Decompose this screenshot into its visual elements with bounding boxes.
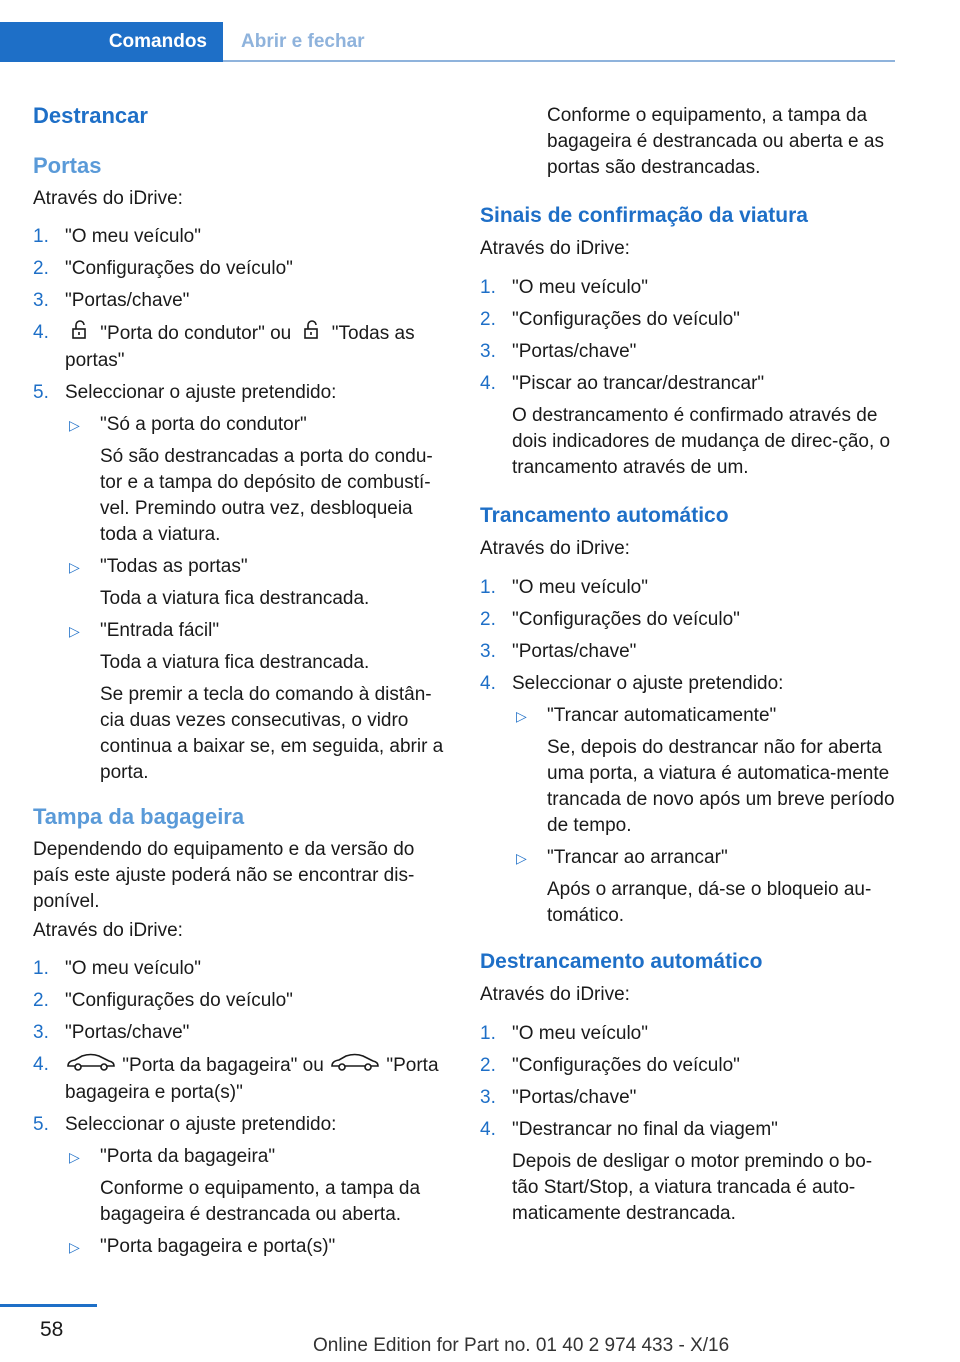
option-desc: Se premir a tecla do comando à distân-cia duas vezes consecutivas, o vidro continua a baixar se, em seguida, abrir a porta. — [100, 684, 444, 783]
list-item: 2. "Configurações do veículo" — [480, 1055, 740, 1076]
option-desc: Se, depois do destrancar não for aberta uma porta, a viatura é automatica-mente trancada de novo após um breve período de tempo. — [547, 737, 895, 836]
header-tabs — [0, 22, 895, 62]
unlock-icon — [65, 320, 95, 348]
sub-list — [33, 412, 448, 786]
tab-comandos[interactable]: Comandos — [0, 22, 223, 62]
page-number: 58 — [40, 1318, 64, 1341]
sinais-title: Sinais de confirmação da viatura — [480, 204, 808, 227]
step-desc: Depois de desligar o motor premindo o bo-tão Start/Stop, a viatura trancada é auto-maticamente destrancada. — [512, 1151, 873, 1224]
car-icon — [329, 1052, 381, 1080]
list-item: 2. "Configurações do veículo" — [33, 990, 293, 1011]
car-icon — [65, 1052, 117, 1080]
sub-list — [33, 1144, 448, 1260]
destrancamento-title: Destrancamento automático — [480, 950, 763, 973]
portas-intro: Através do iDrive: — [33, 188, 183, 209]
destrancamento-steps — [480, 1021, 898, 1233]
tampa-title: Tampa da bagageira — [33, 804, 245, 829]
list-item: 4. "Piscar ao trancar/destrancar" — [480, 373, 765, 394]
portas-steps — [33, 224, 448, 792]
step-desc: O destrancamento é confirmado através de dois indicadores de mudança de direc-ção, o trancamento através de um. — [512, 405, 891, 478]
option-desc: Após o arranque, dá-se o bloqueio au-tomático. — [547, 879, 872, 926]
footer-rule — [0, 1304, 97, 1307]
destrancamento-intro: Através do iDrive: — [480, 984, 630, 1005]
option-item: ▷ "Porta bagageira e porta(s)" — [69, 1236, 336, 1257]
list-item: 4. "Porta do condutor" ou "Todas as portas" — [33, 322, 415, 371]
trancamento-title: Trancamento automático — [480, 504, 729, 527]
list-item: 5. Seleccionar o ajuste pretendido: — [33, 1114, 337, 1135]
tampa-intro: Dependendo do equipamento e da versão do país este ajuste poderá não se encontrar dis-ponível. — [33, 839, 415, 912]
trancamento-steps — [480, 575, 898, 935]
list-item: 4. "Destrancar no final da viagem" — [480, 1119, 778, 1140]
list-item: 3. "Portas/chave" — [33, 290, 190, 311]
list-item: 3. "Portas/chave" — [33, 1022, 190, 1043]
list-item: 1. "O meu veículo" — [33, 958, 201, 979]
option-desc: Conforme o equipamento, a tampa da bagageira é destrancada ou aberta. — [100, 1178, 421, 1225]
list-item: 1. "O meu veículo" — [480, 577, 648, 598]
option-item: ▷ "Porta da bagageira" — [69, 1146, 276, 1167]
list-item: 3. "Portas/chave" — [480, 341, 637, 362]
tampa-intro2: Através do iDrive: — [33, 920, 183, 941]
option-desc: Toda a viatura fica destrancada. — [100, 588, 370, 609]
list-item: 1. "O meu veículo" — [480, 277, 648, 298]
list-item: 5. Seleccionar o ajuste pretendido: — [33, 382, 337, 403]
list-item: 2. "Configurações do veículo" — [33, 258, 293, 279]
trancamento-intro: Através do iDrive: — [480, 538, 630, 559]
list-item: 2. "Configurações do veículo" — [480, 609, 740, 630]
sinais-steps — [480, 275, 898, 487]
unlock-icon — [297, 320, 327, 348]
tampa-steps — [33, 956, 448, 1266]
list-item: 4. Seleccionar o ajuste pretendido: — [480, 673, 784, 694]
list-item: 3. "Portas/chave" — [480, 641, 637, 662]
list-item: 1. "O meu veículo" — [480, 1023, 648, 1044]
list-item: 4. "Porta da bagageira" ou "Porta bagageira e porta(s)" — [33, 1054, 439, 1103]
tab-underline — [223, 60, 895, 62]
sub-list — [480, 703, 898, 929]
option-item: ▷ "Todas as portas" — [69, 556, 248, 577]
option-item: ▷ "Trancar automaticamente" — [516, 705, 777, 726]
option-desc: Toda a viatura fica destrancada. — [100, 652, 370, 673]
continued-desc: Conforme o equipamento, a tampa da bagageira é destrancada ou aberta e as portas são destrancadas. — [547, 105, 884, 178]
option-item: ▷ "Entrada fácil" — [69, 620, 220, 641]
list-item: 1. "O meu veículo" — [33, 226, 201, 247]
option-item: ▷ "Trancar ao arrancar" — [516, 847, 728, 868]
section-title: Destrancar — [33, 103, 148, 128]
list-item: 2. "Configurações do veículo" — [480, 309, 740, 330]
tab-abrir-e-fechar[interactable]: Abrir e fechar — [241, 31, 365, 52]
option-desc: Só são destrancadas a porta do condu-tor e a tampa do depósito de combustí-vel. Premindo outra vez, desbloqueia toda a viatura. — [100, 446, 433, 545]
edition-text: Online Edition for Part no. 01 40 2 974 433 - X/16 — [313, 1335, 730, 1356]
sinais-intro: Através do iDrive: — [480, 238, 630, 259]
portas-title: Portas — [33, 153, 102, 178]
option-item: ▷ "Só a porta do condutor" — [69, 414, 307, 435]
list-item: 3. "Portas/chave" — [480, 1087, 637, 1108]
